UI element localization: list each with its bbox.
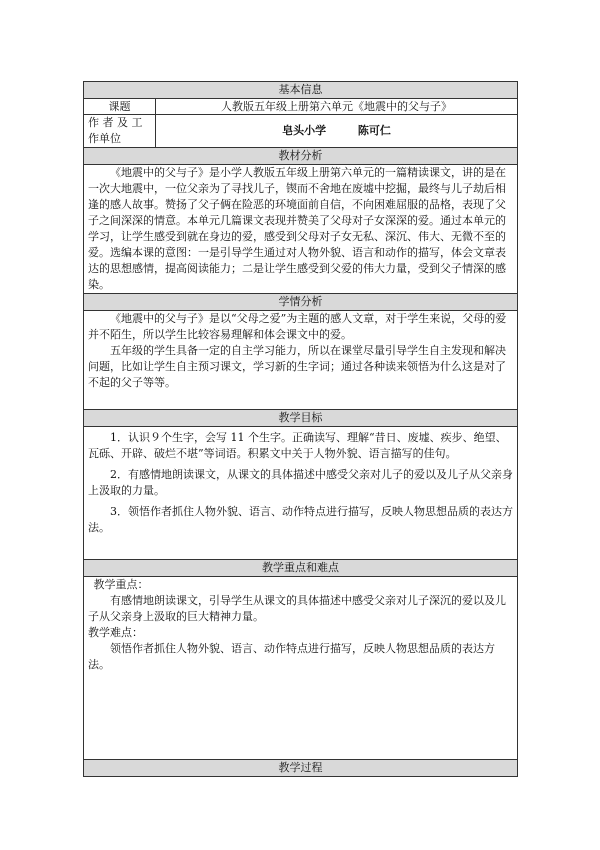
- section-header-material: [84, 148, 518, 165]
- difficulty-text: 领悟作者抓住人物外貌、语言、动作特点进行描写，反映人物思想品质的表达方法。: [88, 642, 495, 671]
- goal-item: 3．领悟作者抓住人物外貌、语言、动作特点进行描写，反映人物思想品质的表达方法。: [88, 505, 513, 534]
- topic-label: 课题: [84, 99, 156, 115]
- student-analysis-heading: 学情分析: [84, 294, 518, 311]
- author-name: 陈可仁: [357, 124, 391, 137]
- material-paragraph: 《地震中的父与子》是小学人教版五年级上册第六单元的一篇精读课文，讲的是在一次大地震中，一位父亲为了寻找儿子，锲而不舍地在废墟中挖掘，最终与儿子劫后相逢的感人故事。赞扬了父子俩在险恶的环境面前自信，不向困难屈服的品格，表现了父子之间深深的情意。本单元几篇课文表现并赞美了父母对子女深深的爱。通过本单元的学习，让学生感受到就在身边的爱，感受到父母对子女无私、深沉、伟大、无微不至的爱。选编本课的意图：一是引导学生通过对人物外貌、语言和动作的描写，体会文章表达的思想感情，提高阅读能力；二是让学生感受到父爱的伟大力量，受到父子情深的感染。: [88, 166, 506, 291]
- goal-item: 2．有感情地朗读课文，从课文的具体描述中感受父亲对儿子的爱以及儿子从父亲身上汲取的力量。: [88, 468, 513, 497]
- student-paragraph-1: 《地震中的父与子》是以“父母之爱”为主题的感人文章，对于学生来说，父母的爱并不陌生，所以学生比较容易理解和体会课文中的爱。: [88, 312, 507, 341]
- section-header-key-points: [84, 560, 518, 577]
- student-row: [84, 311, 518, 410]
- section-header-basic-info: [84, 82, 518, 99]
- difficulty-label: 教学难点：: [88, 626, 143, 639]
- student-cell: [84, 311, 518, 410]
- author-school: 皂头小学: [282, 124, 327, 137]
- material-analysis-heading: 教材分析: [84, 148, 518, 165]
- goals-row: [84, 427, 518, 560]
- material-cell: [84, 165, 518, 294]
- goal-item: 1．认识９个生字，会写 11 个生字。正确读写、理解“昔日、废墟、疾步、绝望、瓦砾、开辟、破烂不堪”等词语。积累文中关于人物外貌、语言描写的佳句。: [88, 431, 507, 460]
- section-header-goals: [84, 410, 518, 427]
- key-points-heading: 教学重点和难点: [84, 560, 518, 577]
- author-value: [156, 115, 518, 148]
- lesson-plan-table: [83, 81, 518, 777]
- teaching-process-heading: 教学过程: [84, 760, 518, 777]
- goals-cell: [84, 427, 518, 560]
- basic-info-heading: 基本信息: [84, 82, 518, 99]
- topic-row: [84, 99, 518, 115]
- key-point-text: 有感情地朗读课文，引导学生从课文的具体描述中感受父亲对儿子深沉的爱以及儿子从父亲身上汲取的巨大精神力量。: [88, 594, 506, 623]
- key-points-row: [84, 577, 518, 760]
- teaching-goals-heading: 教学目标: [84, 410, 518, 427]
- section-header-process: [84, 760, 518, 777]
- student-paragraph-2: 五年级的学生具备一定的自主学习能力，所以在课堂尽量引导学生自主发现和解决问题，比如让学生自主预习课文，学习新的生字词；通过各种读来领悟为什么这是对了不起的父子等等。: [88, 344, 506, 389]
- topic-value: 人教版五年级上册第六单元《地震中的父与子》: [156, 99, 518, 115]
- key-points-cell: [84, 577, 518, 760]
- author-label: 作 者 及 工 作单位: [84, 115, 156, 148]
- material-row: [84, 165, 518, 294]
- key-point-label: 教学重点：: [93, 578, 149, 591]
- author-row: [84, 115, 518, 148]
- section-header-student: [84, 294, 518, 311]
